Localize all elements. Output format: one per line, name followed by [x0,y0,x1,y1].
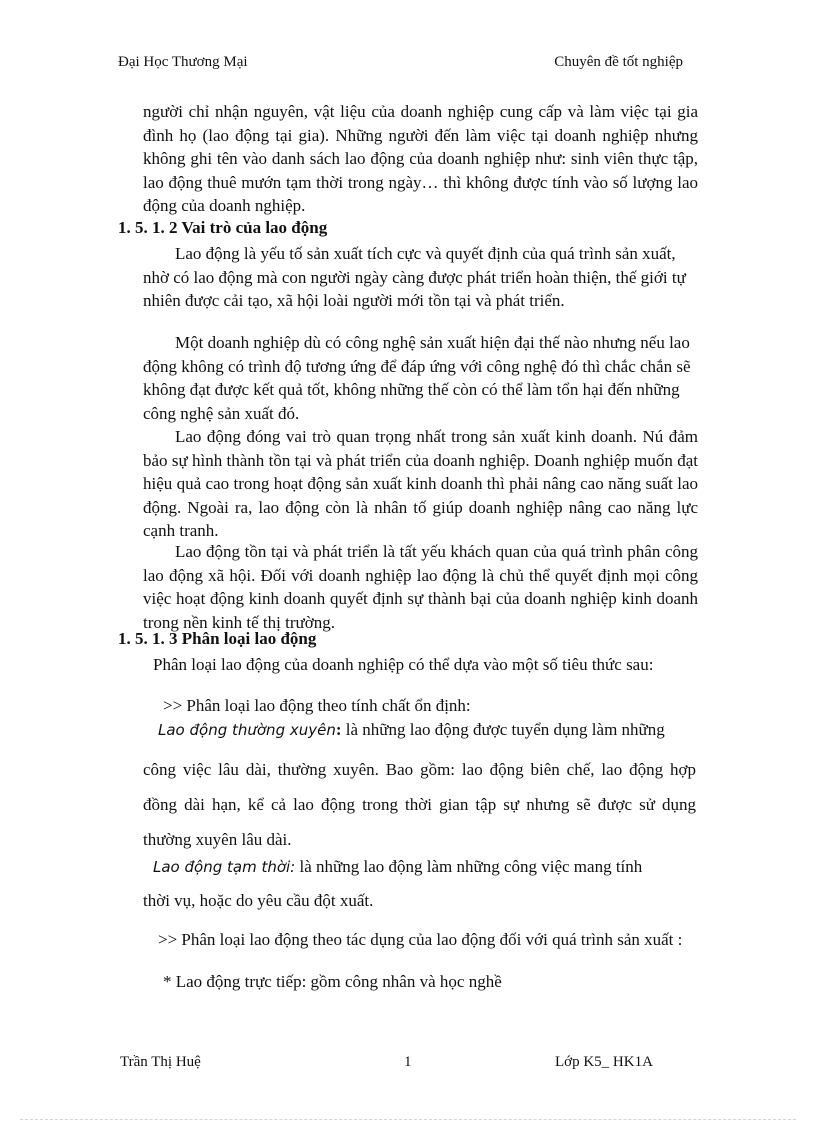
heading-labor-role: 1. 5. 1. 2 Vai trò của lao động [118,218,328,237]
bullet-direct-labor: * Lao động trực tiếp: gồm công nhân và học nghề [163,972,502,991]
header-doc-type: Chuyên đề tốt nghiệp [554,54,683,70]
paragraph-labor-role-1: Lao động là yếu tố sản xuất tích cực và quyết định của quá trình sản xuất, nhờ có lao động mà con người ngày càng được phát triển hoàn thiện, thế giới tự nhiên được cải tạo, xã hội loài người mới tồn tại và phát triển. [143,244,686,310]
bullet-stability: >> Phân loại lao động theo tính chất ổn định: [163,696,471,715]
line-permanent-labor [158,720,665,740]
paragraph-labor-role-4: Lao động tồn tại và phát triển là tất yếu khách quan của quá trình phân công lao động xã hội. Đối với doanh nghiệp lao động là chủ thể quyết định mọi công việc hoạt động kinh doanh quyết định sự thành bại của doanh nghiệp kinh doanh trong nền kinh tế thị trường. [143,542,698,632]
term-colon: : [335,720,342,739]
header-school: Đại Học Thương Mại [118,54,248,70]
term-temporary-labor-desc: là những lao động làm những công việc mang tính [295,857,643,876]
paragraph-labor-definition: người chỉ nhận nguyên, vật liệu của doanh nghiệp cung cấp và làm việc tại gia đình họ (lao động tại gia). Những người đến làm việc tại doanh nghiệp nhưng không ghi tên vào danh sách lao động của doanh nghiệp như: sinh viên thực tập, lao động thuê mướn tạm thời trong ngày… thì không được tính vào số lượng lao động của doanh nghiệp. [143,102,698,215]
line-temporary-labor [153,857,642,877]
bullet-effect: >> Phân loại lao động theo tác dụng của lao động đối với quá trình sản xuất : [158,930,683,949]
footer-author: Trần Thị Huệ [120,1054,201,1070]
term-temporary-labor: Lao động tạm thời: [153,858,296,876]
footer-page-number: 1 [404,1054,412,1070]
term-permanent-labor-desc: là những lao động được tuyển dụng làm những [341,720,665,739]
paragraph-labor-role-3: Lao động đóng vai trò quan trọng nhất trong sản xuất kinh doanh. Nú đảm bảo sự hình thành tồn tại và phát triển của doanh nghiệp. Doanh nghiệp muốn đạt hiệu quả cao trong hoạt động sản xuất kinh doanh thì phải nâng cao năng suất lao động. Ngoài ra, lao động còn là nhân tố giúp doanh nghiệp nâng cao năng lực cạnh tranh. [143,427,698,540]
term-permanent-labor: Lao động thường xuyên [158,721,336,739]
heading-labor-classification: 1. 5. 1. 3 Phân loại lao động [118,629,317,648]
paragraph-classification-intro: Phân loại lao động của doanh nghiệp có thể dựa vào một số tiêu thức sau: [153,655,654,674]
paragraph-permanent-labor: công việc lâu dài, thường xuyên. Bao gồm: lao động biên chế, lao động hợp đồng dài hạn, kể cả lao động trong thời gian tập sự nhưng sẽ được sử dụng thường xuyên lâu dài. [143,760,696,849]
paragraph-labor-role-2: Một doanh nghiệp dù có công nghệ sản xuất hiện đại thế nào nhưng nếu lao động không có trình độ tương ứng để đáp ứng với công nghệ đó thì chắc chắn sẽ không đạt được kết quả tốt, không những thế còn có thể làm tổn hại đến những công nghệ sản xuất đó. [143,333,691,423]
page-bottom-rule [20,1119,796,1120]
footer-class: Lớp K5_ HK1A [555,1054,653,1070]
paragraph-temporary-labor: thời vụ, hoặc do yêu cầu đột xuất. [143,891,374,910]
